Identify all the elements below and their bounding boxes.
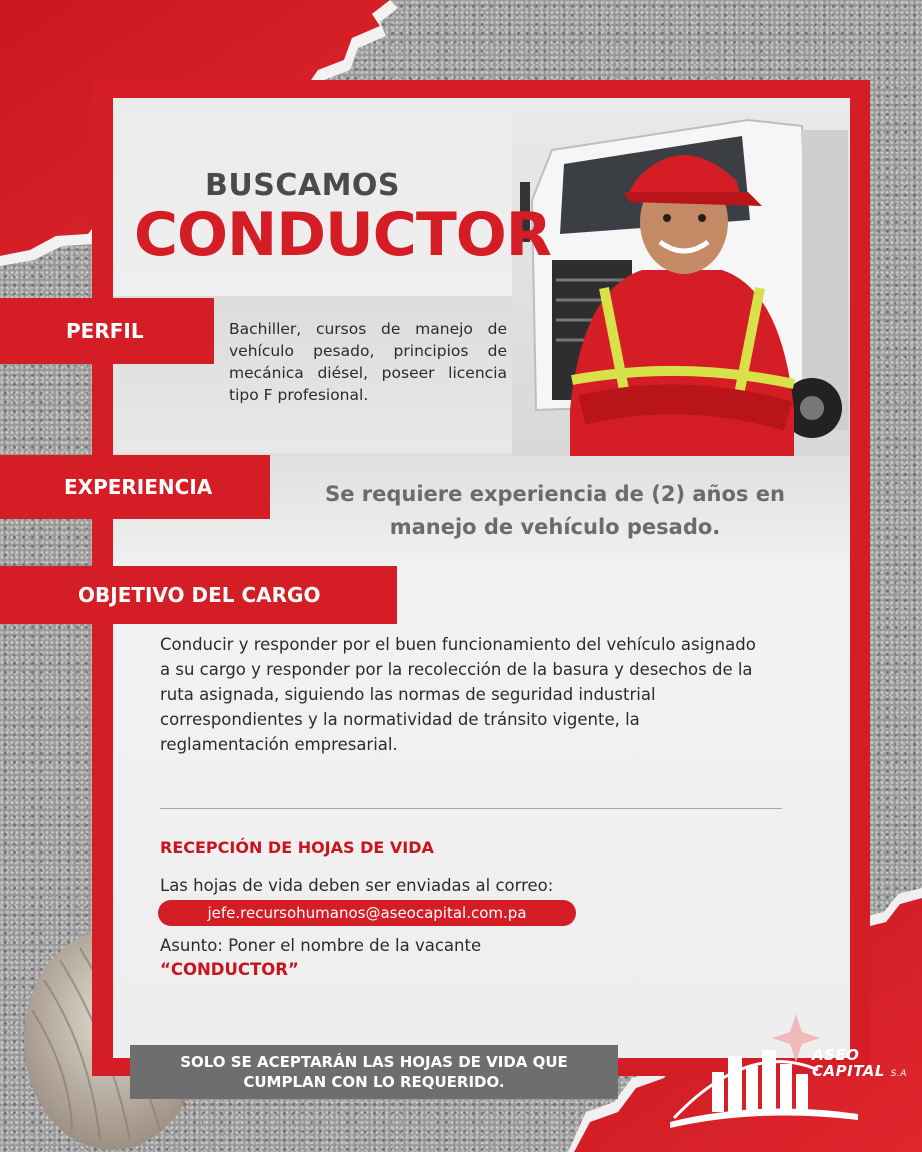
recepcion-title: RECEPCIÓN DE HOJAS DE VIDA [160, 838, 434, 857]
logo-wordmark: ASEO CAPITAL S.A [812, 1046, 907, 1080]
experiencia-description: Se requiere experiencia de (2) años en manejo de vehículo pesado. [325, 482, 785, 539]
asunto-value: “CONDUCTOR” [160, 960, 299, 979]
title-conductor: CONDUCTOR [134, 200, 551, 270]
notice-banner [130, 1045, 618, 1099]
objetivo-description: Conducir y responder por el buen funcionamiento del vehículo asignado a su cargo y responder por la recolección de la basura y desechos de la ruta asignada, siguiendo las normas de seguridad industrial correspondientes y la normatividad de tránsito vigente, la reglamentación empresarial. [160, 635, 756, 754]
tag-objetivo: OBJETIVO DEL CARGO [0, 566, 397, 624]
title-buscamos: BUSCAMOS [205, 168, 401, 203]
divider [160, 808, 782, 809]
email-link[interactable]: jefe.recursohumanos@aseocapital.com.pa [158, 900, 576, 926]
recepcion-intro: Las hojas de vida deben ser enviadas al correo: [160, 876, 554, 895]
notice-line-2: CUMPLAN CON LO REQUERIDO. [243, 1073, 505, 1091]
notice-line-1: SOLO SE ACEPTARÁN LAS HOJAS DE VIDA QUE [180, 1053, 568, 1071]
perfil-description: Bachiller, cursos de manejo de vehículo pesado, principios de mecánica diésel, poseer licencia tipo F profesional. [229, 320, 507, 404]
tag-experiencia: EXPERIENCIA [0, 455, 270, 519]
asunto-text: Asunto: Poner el nombre de la vacante [160, 936, 482, 955]
tag-perfil: PERFIL [0, 298, 214, 364]
driver-truck-photo [512, 110, 850, 456]
